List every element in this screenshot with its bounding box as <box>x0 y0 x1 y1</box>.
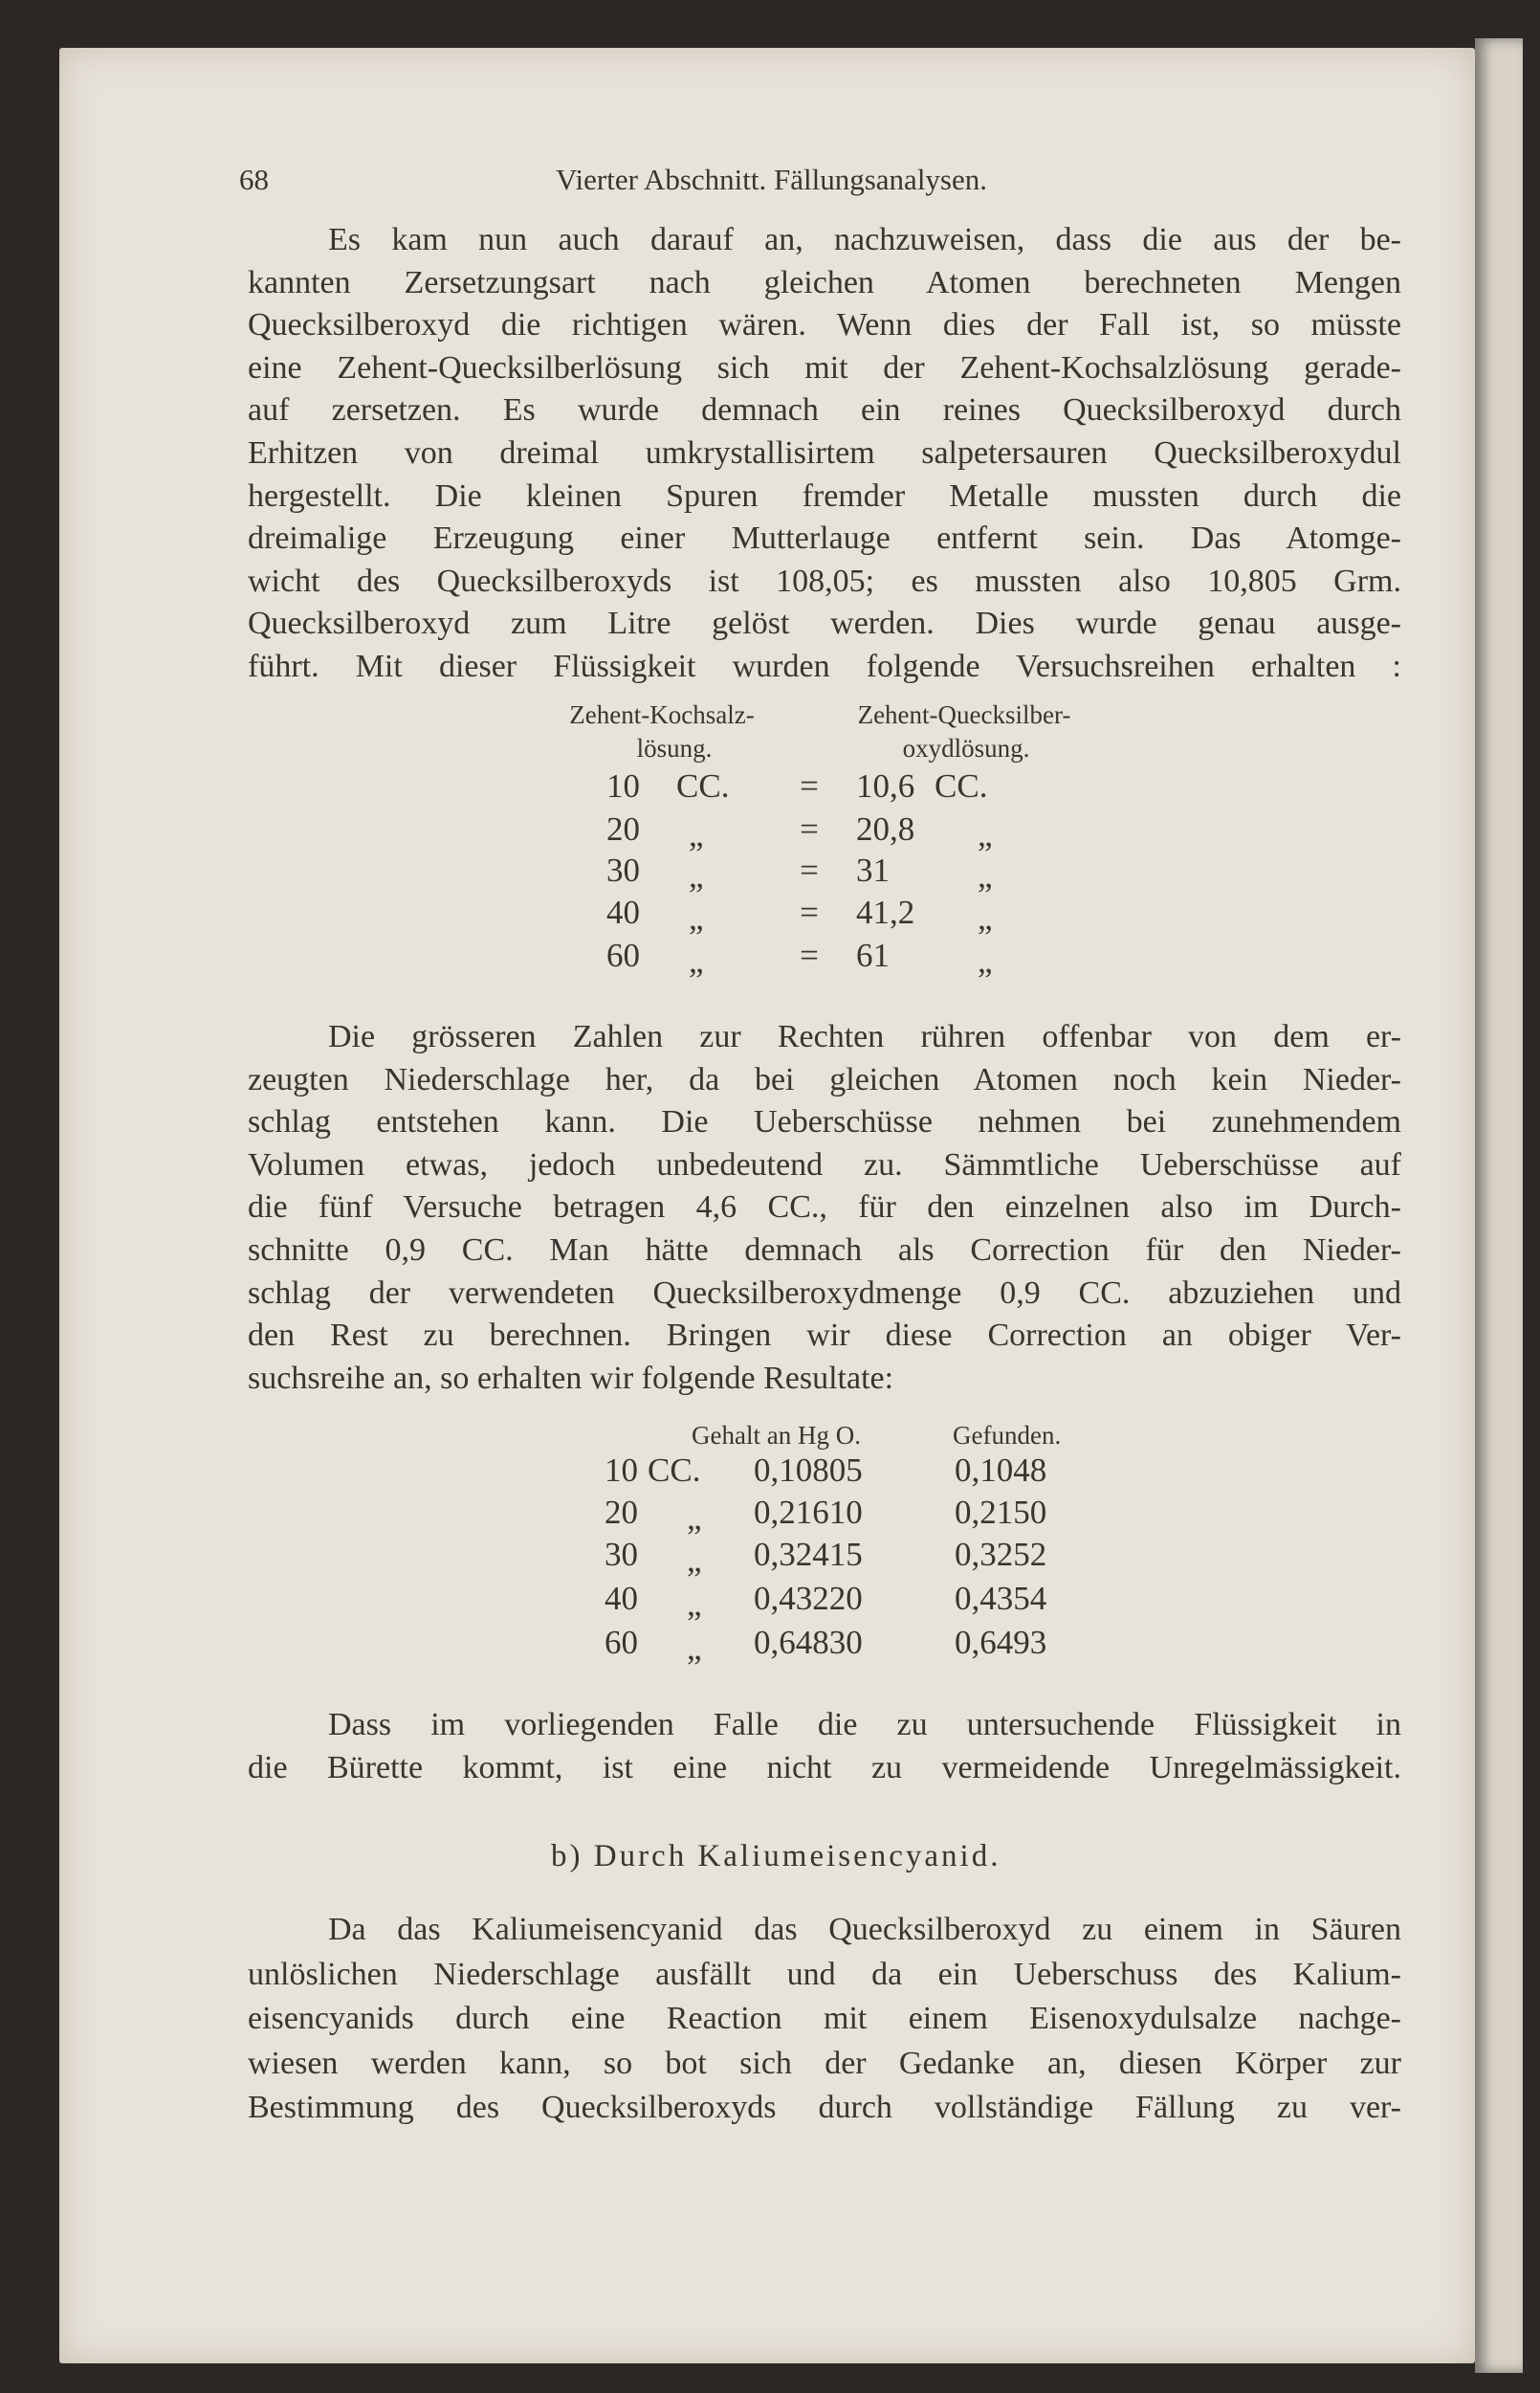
table1-equals-sign: = <box>800 767 819 805</box>
table1-left-unit: „ <box>689 899 704 937</box>
paragraph-4 <box>248 1908 1401 2131</box>
text-line: schlag entstehen kann. Die Ueberschüsse nehmen bei zunehmendem <box>248 1104 1401 1141</box>
text-line: schlag der verwendeten Quecksilberoxydmenge 0,9 CC. abzuziehen und <box>248 1274 1401 1311</box>
table1-header-left-2: lösung. <box>636 734 713 763</box>
text-line: zeugten Niederschlage her, da bei gleichen Atomen noch kein Nieder- <box>248 1061 1401 1097</box>
table2-gehalt-value: 0,10805 <box>754 1451 863 1489</box>
table2-gefunden-value: 0,3252 <box>955 1536 1047 1573</box>
table1-right-unit: „ <box>978 857 993 895</box>
table2-volume: 40 <box>605 1580 638 1617</box>
text-line: hergestellt. Die kleinen Spuren fremder Metalle mussten durch die <box>248 477 1401 514</box>
text-line: suchsreihe an, so erhalten wir folgende Resultate: <box>248 1360 894 1396</box>
table1-left-unit: „ <box>689 857 704 895</box>
table1-left-value: 40 <box>606 894 640 931</box>
text-line: wicht des Quecksilberoxyds ist 108,05; es mussten also 10,805 Grm. <box>248 563 1401 599</box>
table1-right-value: 31 <box>856 852 890 889</box>
text-line: Bestimmung des Quecksilberoxyds durch vollständige Fällung zu ver- <box>248 2090 1401 2125</box>
text-line: Volumen etwas, jedoch unbedeutend zu. Sämmtliche Ueberschüsse auf <box>248 1146 1401 1183</box>
table1-equals-sign: = <box>800 894 819 931</box>
text-line: Quecksilberoxyd zum Litre gelöst werden. Dies wurde genau ausge- <box>248 606 1401 642</box>
section-heading: b) Durch Kaliumeisencyanid. <box>551 1839 1001 1873</box>
table1-right-unit: „ <box>978 942 993 980</box>
table1-right-value: 20,8 <box>856 810 915 848</box>
text-line: Erhitzen von dreimal umkrystallisirtem salpetersauren Quecksilberoxydul <box>248 434 1401 471</box>
running-title: Vierter Abschnitt. Fällungsanalysen. <box>556 163 987 196</box>
paragraph-1 <box>248 219 1401 689</box>
table1-equals-sign: = <box>800 937 819 974</box>
text-line: wiesen werden kann, so bot sich der Gedanke an, diesen Körper zur <box>248 2045 1401 2081</box>
text-line: eisencyanids durch eine Reaction mit einem Eisenoxydulsalze nachge- <box>248 2001 1401 2036</box>
adjacent-page-edge <box>1475 38 1523 2373</box>
table1-right-unit: „ <box>978 816 993 853</box>
table1-header-right-2: oxydlösung. <box>902 734 1030 763</box>
table1-left-value: 30 <box>606 852 640 889</box>
text-line: führt. Mit dieser Flüssigkeit wurden folgende Versuchsreihen erhalten : <box>248 648 1401 684</box>
table1-right-unit: CC. <box>935 767 988 805</box>
table2-unit: „ <box>687 1499 702 1537</box>
text-line: die fünf Versuche betragen 4,6 CC., für den einzelnen also im Durch- <box>248 1189 1401 1226</box>
table2-header-gefunden: Gefunden. <box>953 1421 1062 1450</box>
text-line: Quecksilberoxyd die richtigen wären. Wenn dies der Fall ist, so müsste <box>248 307 1401 343</box>
table1-left-value: 10 <box>606 767 640 805</box>
text-line: Die grösseren Zahlen zur Rechten rühren offenbar von dem er- <box>328 1019 1401 1054</box>
table2-volume: 30 <box>605 1536 638 1573</box>
table2-volume: 60 <box>605 1624 638 1661</box>
table1-header-left-1: Zehent-Kochsalz- <box>569 700 755 729</box>
table2-gefunden-value: 0,2150 <box>955 1494 1047 1531</box>
table2-gefunden-value: 0,1048 <box>955 1451 1047 1489</box>
paragraph-2 <box>248 1016 1401 1400</box>
table1-right-value: 10,6 <box>856 767 915 805</box>
text-line: Da das Kaliumeisencyanid das Quecksilberoxyd zu einem in Säuren <box>328 1912 1401 1947</box>
table2-unit: „ <box>687 1541 702 1579</box>
table2-header-gehalt: Gehalt an Hg O. <box>692 1421 861 1450</box>
table1-equals-sign: = <box>800 810 819 848</box>
table1-right-value: 61 <box>856 937 890 974</box>
text-line: kannten Zersetzungsart nach gleichen Atomen berechneten Mengen <box>248 264 1401 300</box>
table2-gefunden-value: 0,4354 <box>955 1580 1047 1617</box>
table2-gefunden-value: 0,6493 <box>955 1624 1047 1661</box>
table2-unit: „ <box>687 1629 702 1667</box>
table2-volume: 20 <box>605 1494 638 1531</box>
page-number: 68 <box>239 163 269 196</box>
table1-right-unit: „ <box>978 899 993 937</box>
table1-left-unit: CC. <box>676 767 730 805</box>
table2-unit: „ <box>687 1585 702 1623</box>
table2-gehalt-value: 0,64830 <box>754 1624 863 1661</box>
text-line: den Rest zu berechnen. Bringen wir diese Correction an obiger Ver- <box>248 1318 1401 1354</box>
table1-header-right-1: Zehent-Quecksilber- <box>857 700 1071 729</box>
table1-left-unit: „ <box>689 942 704 980</box>
table1-left-unit: „ <box>689 816 704 853</box>
text-line: Dass im vorliegenden Falle die zu untersuchende Flüssigkeit in <box>328 1707 1401 1742</box>
paragraph-3 <box>248 1704 1401 1789</box>
text-line: Es kam nun auch darauf an, nachzuweisen, dass die aus der be- <box>328 222 1401 257</box>
text-line: die Bürette kommt, ist eine nicht zu vermeidende Unregelmässigkeit. <box>248 1749 1401 1785</box>
table1-left-value: 20 <box>606 810 640 848</box>
table1-left-value: 60 <box>606 937 640 974</box>
table2-unit: CC. <box>648 1451 701 1489</box>
text-line: schnitte 0,9 CC. Man hätte demnach als Correction für den Nieder- <box>248 1231 1401 1268</box>
table2-gehalt-value: 0,32415 <box>754 1536 863 1573</box>
text-line: dreimalige Erzeugung einer Mutterlauge entfernt sein. Das Atomge- <box>248 521 1401 557</box>
table2-gehalt-value: 0,21610 <box>754 1494 863 1531</box>
table1-right-value: 41,2 <box>856 894 915 931</box>
table2-gehalt-value: 0,43220 <box>754 1580 863 1617</box>
text-line: auf zersetzen. Es wurde demnach ein reines Quecksilberoxyd durch <box>248 392 1401 429</box>
text-line: eine Zehent-Quecksilberlösung sich mit der Zehent-Kochsalzlösung gerade- <box>248 349 1401 386</box>
table1-equals-sign: = <box>800 852 819 889</box>
table2-volume: 10 <box>605 1451 638 1489</box>
text-line: unlöslichen Niederschlage ausfällt und da ein Ueberschuss des Kalium- <box>248 1956 1401 1992</box>
